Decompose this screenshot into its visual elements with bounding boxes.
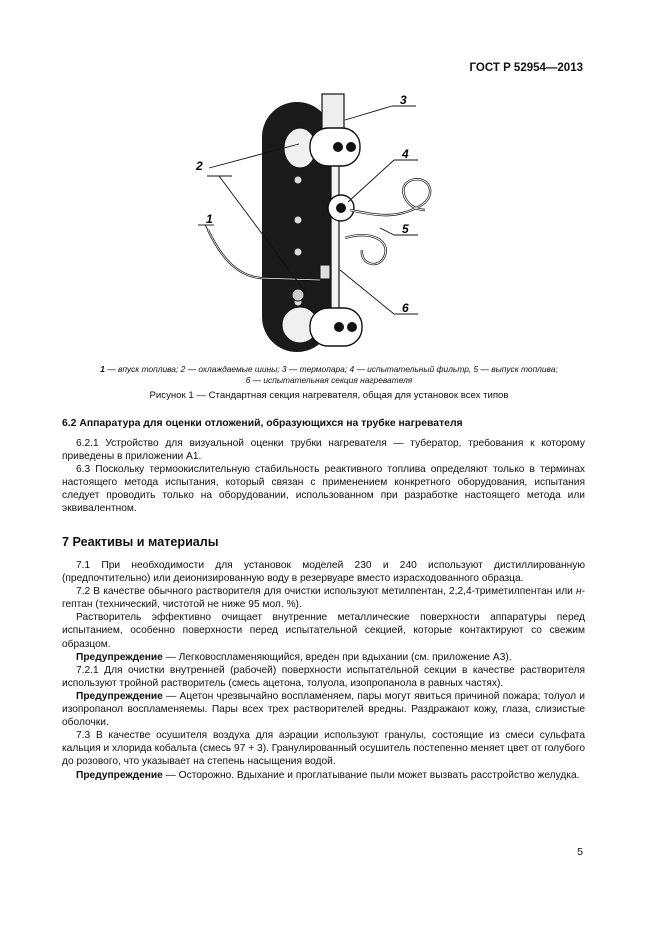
- callout-2: 2: [196, 159, 203, 173]
- fuel-outlet-loop: [350, 179, 430, 215]
- paragraph: 6.3 Поскольку термоокислительную стабильность реактивного топлива определяют только в терминах настоящего метода испытания, который связан с применением конкретного оборудования, испытания следует проводить только на оборудовании, использованном при разработке настоящего метода или эквивалентном.: [62, 464, 585, 515]
- callout-6: 6: [402, 301, 409, 315]
- paragraph: 7.2 В качестве обычного растворителя для очистки используют метилпентан, 2,2,4-триметилпентан или н-гептан (технический, чистотой не ниже 95 мол. %).: [62, 586, 585, 611]
- callout-5: 5: [402, 222, 409, 236]
- paragraph: 7.3 В качестве осушителя воздуха для аэрации используют гранулы, состоящие из смеси сульфата кальция и хлорида кобальта (смесь 97 + 3). Гранулированный осушитель постепенно меняет цвет от голубого до розового, что указывает на степень насыщения водой.: [62, 730, 585, 768]
- warning: Предупреждение — Осторожно. Вдыхание и проглатывание пыли может вызвать расстройство желудка.: [76, 769, 580, 781]
- heater-section-figure: [180, 80, 440, 355]
- figure-legend: 1 — впуск топлива; 2 — охлаждаемые шины; 3 — термопара; 4 — испытательный фильтр, 5 — выпуск топлива; 6 — испытательная секция нагревателя: [100, 364, 558, 385]
- paragraph: 7.2.1 Для очистки внутренней (рабочей) поверхности испытательной секции в качестве растворителя используют тройной растворитель (смесь ацетона, толуола, изопропанола в равных частях).: [62, 664, 585, 689]
- callout-1: 1: [206, 212, 213, 226]
- figure-title: Рисунок 1 — Стандартная секция нагревателя, общая для установок всех типов: [149, 390, 509, 401]
- page-number: 5: [577, 846, 583, 858]
- callout-3: 3: [400, 93, 407, 107]
- warning: Предупреждение — Легковоспламеняющийся, вреден при вдыхании (см. приложение А3).: [76, 651, 512, 663]
- section-7-body: [62, 559, 585, 782]
- callout-4: 4: [402, 147, 409, 161]
- section-7-heading: 7 Реактивы и материалы: [62, 535, 219, 549]
- document-code: ГОСТ Р 52954—2013: [469, 62, 583, 74]
- paragraph: 6.2.1 Устройство для визуальной оценки трубки нагревателя — тубератор, требования к которому приведены в приложении А1.: [62, 438, 585, 463]
- test-section-tube: [331, 160, 339, 330]
- section-6-2-body: [62, 437, 585, 516]
- section-6-2-heading: 6.2 Аппаратура для оценки отложений, образующихся на трубке нагревателя: [62, 418, 463, 429]
- paragraph: 7.1 При необходимости для установок моделей 230 и 240 используют дистиллированную (предпочтительно) или деионизированную воду в резервуаре вместо израсходованного образца.: [62, 560, 585, 585]
- paragraph: Растворитель эффективно очищает внутренние металлические поверхности аппаратуры перед испытанием, особенно поверхности перед испытательной секцией, которые контактируют со свежим образцом.: [62, 612, 585, 650]
- warning: Предупреждение — Ацетон чрезвычайно воспламеняем, пары могут явиться причиной пожара; толуол и изопропанол воспламеняемы. Пары всех трех растворителей вредны. Раздражают кожу, глаза, слизистые оболочки.: [62, 690, 585, 729]
